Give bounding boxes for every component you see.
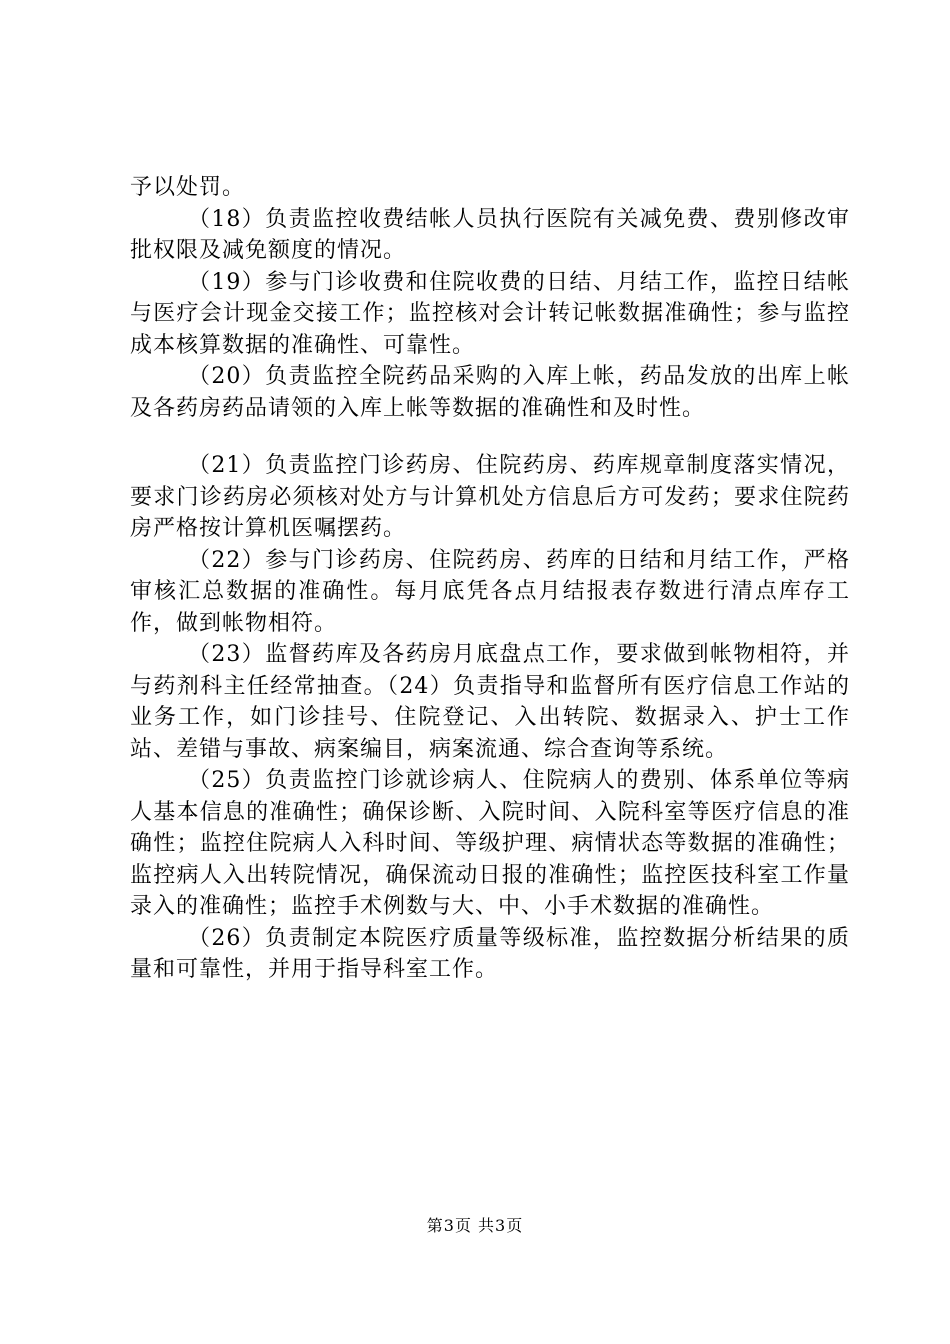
document-body [130,172,850,986]
paragraph-item-20: （20）负责监控全院药品采购的入库上帐，药品发放的出库上帐及各药房药品请领的入库上帐等数据的准确性和及时性。 [130,364,850,421]
paragraph-item-19: （19）参与门诊收费和住院收费的日结、月结工作，监控日结帐与医疗会计现金交接工作；监控核对会计转记帐数据准确性；参与监控成本核算数据的准确性、可靠性。 [130,269,850,358]
paragraph-continuation: 予以处罚。 [130,175,246,200]
paragraph-item-22: （22）参与门诊药房、住院药房、药库的日结和月结工作，严格审核汇总数据的准确性。每月底凭各点月结报表存数进行清点库存工作，做到帐物相符。 [130,547,850,636]
page-footer: 第3页 共3页 [426,1216,524,1235]
paragraph-item-23-24: （23）监督药库及各药房月底盘点工作，要求做到帐物相符，并与药剂科主任经常抽查。（24）负责指导和监督所有医疗信息工作站的业务工作，如门诊挂号、住院登记、入出转院、数据录入、护士工作站、差错与事故、病案编目，病案流通、综合查询等系统。 [130,642,850,762]
paragraph-item-25: （25）负责监控门诊就诊病人、住院病人的费别、体系单位等病人基本信息的准确性；确保诊断、入院时间、入院科室等医疗信息的准确性；监控住院病人入科时间、等级护理、病情状态等数据的准确性；监控病人入出转院情况，确保流动日报的准确性；监控医技科室工作量录入的准确性；监控手术例数与大、中、小手术数据的准确性。 [130,768,850,919]
paragraph-item-26: （26）负责制定本院医疗质量等级标准，监控数据分析结果的质量和可靠性，并用于指导科室工作。 [130,925,850,982]
paragraph-item-18: （18）负责监控收费结帐人员执行医院有关减免费、费别修改审批权限及减免额度的情况。 [130,206,850,263]
paragraph-item-21: （21）负责监控门诊药房、住院药房、药库规章制度落实情况，要求门诊药房必须核对处方与计算机处方信息后方可发药；要求住院药房严格按计算机医嘱摆药。 [130,453,850,541]
